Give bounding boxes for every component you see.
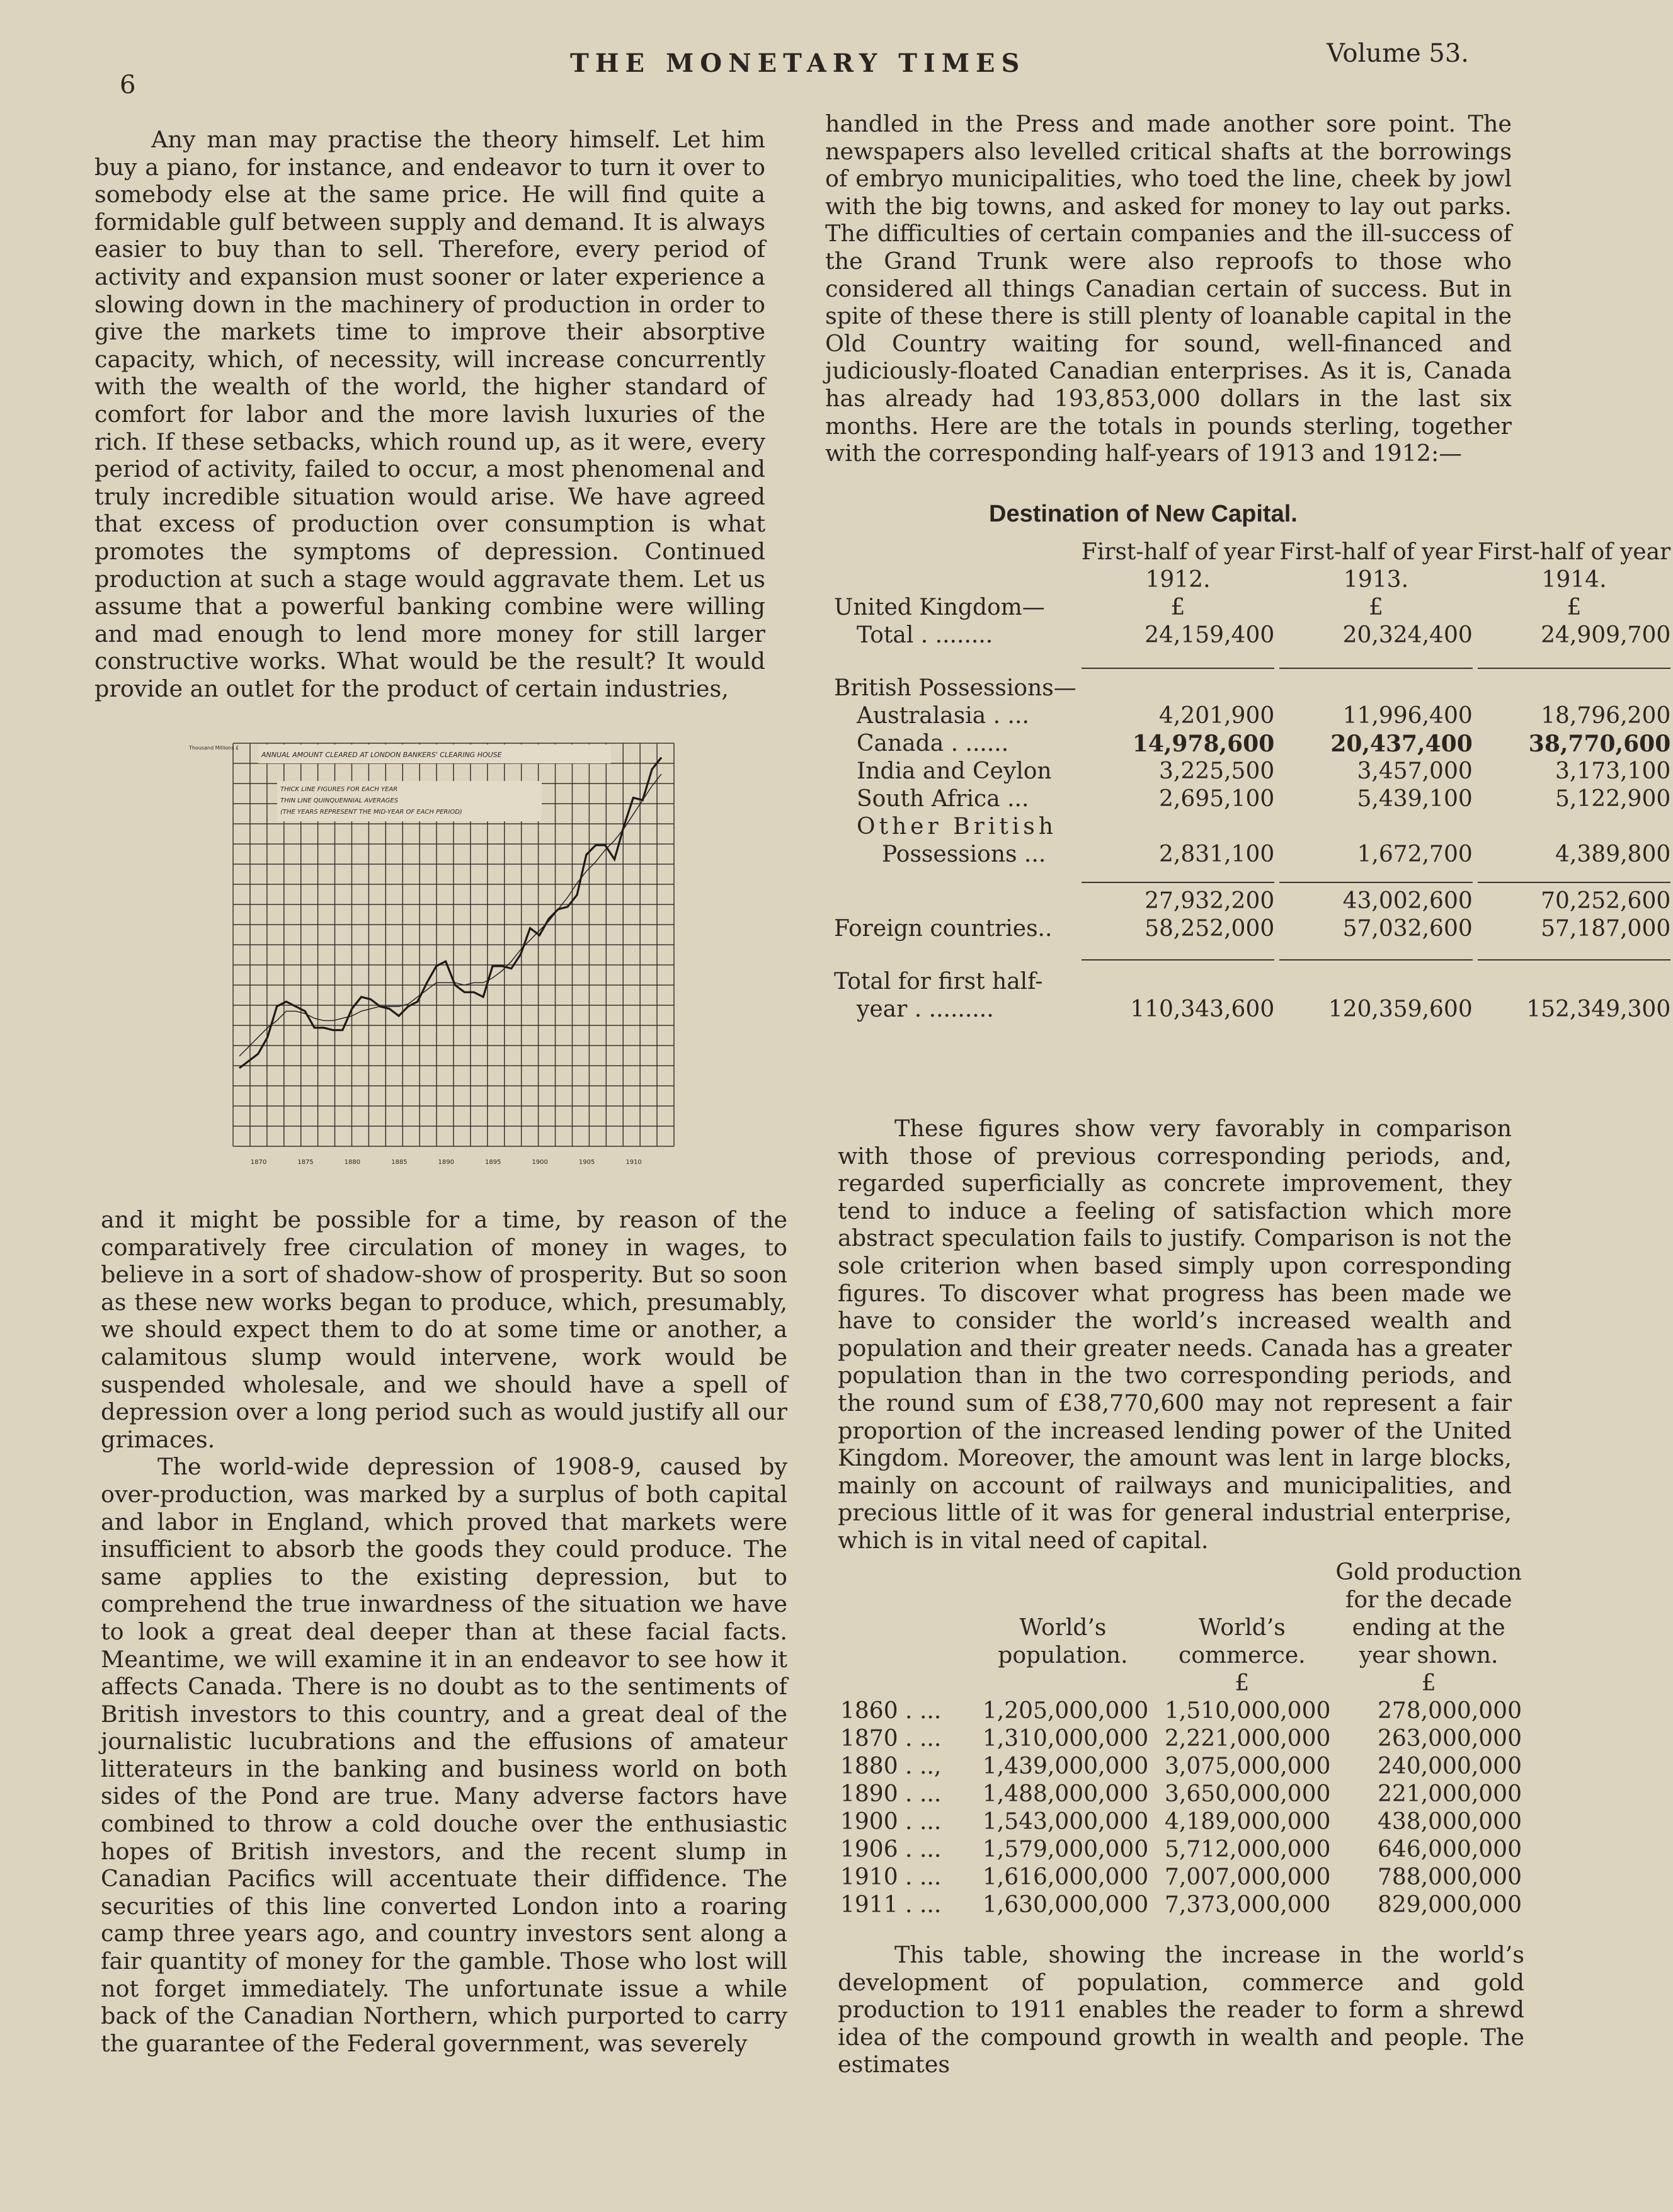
cell: 278,000,000 [1377, 1698, 1522, 1724]
table-row [831, 841, 1673, 869]
cell: 3,173,100 [1555, 758, 1671, 784]
year-head: 1914. [1541, 567, 1607, 593]
x-tick-label: 1880 [344, 1159, 361, 1166]
year-cell: 1870 . ... [840, 1726, 942, 1752]
table-row [838, 1614, 1524, 1642]
cell: 1,310,000,000 [982, 1726, 1149, 1752]
table-row [831, 622, 1673, 649]
cell: 1,672,700 [1357, 841, 1473, 867]
table-row [831, 887, 1673, 915]
row-label: South Africa ... [857, 786, 1029, 812]
cell: 5,712,000,000 [1165, 1837, 1331, 1862]
table-row [831, 539, 1673, 566]
year-cell: 1900 . ... [840, 1809, 942, 1835]
table-row [838, 1864, 1524, 1891]
x-tick-label: 1885 [391, 1159, 408, 1166]
table-row [838, 1725, 1524, 1753]
year-cell: 1911 . ... [840, 1892, 942, 1918]
cell: 1,510,000,000 [1165, 1698, 1331, 1724]
cell: 110,343,600 [1130, 996, 1275, 1022]
col-head: ending at the [1352, 1615, 1505, 1641]
cell: 829,000,000 [1377, 1892, 1522, 1918]
cell: 4,389,800 [1555, 841, 1671, 867]
paragraph: These figures show very favorably in comparison with those of previous corresponding periods, and, regarded superficially as concrete improvement, they tend to induce a feeling of satisfaction which more abstract speculation fails to justify. Comparison is not the sole criterion when based simply upon corresponding figures. To discover what progress has been made we have to consider the world’s increased wealth and population and their greater needs. Canada has a greater population than in the two corresponding periods, and the round sum of £38,770,600 may not represent a fair proportion of the increased lending power of the United Kingdom. Moreover, the amount was lent in large blocks, mainly on account of railways and municipalities, and precious little of it was for general industrial enterprise, which is in vital need of capital. [838, 1115, 1512, 1554]
cell: 2,831,100 [1159, 841, 1275, 867]
col-head: First-half of year [1477, 539, 1671, 565]
y-axis-label: Thousand Millions £ [189, 745, 239, 751]
cell: 24,159,400 [1145, 622, 1275, 648]
clearing-house-chart [189, 731, 693, 1172]
world-table [838, 1559, 1524, 1919]
cell: 27,932,200 [1145, 888, 1275, 914]
cell: 5,439,100 [1357, 786, 1473, 812]
row-label: British Possessions— [834, 675, 1076, 701]
year-cell: 1906 . ... [840, 1837, 942, 1862]
paragraph: This table, showing the increase in the world’s development of population, commerce and gold production to 1911 enables the reader to form a shrewd idea of the compound growth in wealth and people. The estimates [838, 1941, 1524, 2078]
row-label: Total . ........ [857, 622, 993, 648]
legend-entry: THIN LINE QUINQUENNIAL AVERAGES [280, 797, 399, 804]
cell: 4,189,000,000 [1165, 1809, 1331, 1835]
currency-symbol: £ [1567, 595, 1582, 620]
table-row [831, 675, 1673, 702]
cell: 788,000,000 [1377, 1864, 1522, 1890]
cell: 20,324,400 [1342, 622, 1473, 648]
x-tick-label: 1900 [532, 1159, 548, 1166]
left-column-bottom [101, 1206, 787, 2057]
row-label: United Kingdom— [834, 595, 1045, 620]
table-row [831, 758, 1673, 785]
masthead: THE MONETARY TIMES [570, 48, 1026, 78]
year-head: 1913. [1343, 567, 1409, 593]
cell: 70,252,600 [1541, 888, 1671, 914]
cell: 5,122,900 [1555, 786, 1671, 812]
table-row [838, 1781, 1524, 1808]
table-title: Destination of New Capital. [989, 501, 1298, 527]
table-row [831, 594, 1673, 622]
table-row [831, 968, 1673, 996]
legend-entry: THICK LINE FIGURES FOR EACH YEAR [280, 786, 398, 793]
table-row [838, 1808, 1524, 1836]
table-row [838, 1670, 1524, 1697]
cell: 646,000,000 [1377, 1837, 1522, 1862]
cell: 221,000,000 [1377, 1781, 1522, 1807]
capital-table [831, 539, 1673, 1023]
x-tick-label: 1895 [485, 1159, 501, 1166]
cell: 3,225,500 [1159, 758, 1275, 784]
year-cell: 1880 . .., [840, 1753, 942, 1779]
currency-symbol: £ [1235, 1670, 1250, 1696]
cell: 1,543,000,000 [982, 1809, 1149, 1835]
right-column-bottom [838, 1941, 1524, 2078]
right-column-mid [838, 1115, 1512, 1554]
cell: 1,205,000,000 [982, 1698, 1149, 1724]
table-row [831, 730, 1673, 758]
cell: 240,000,000 [1377, 1753, 1522, 1779]
table-row [838, 1753, 1524, 1781]
rule-row [831, 943, 1673, 968]
row-label: Total for first half- [834, 969, 1043, 995]
legend-entry: (THE YEARS REPRESENT THE MID-YEAR OF EACH PERIOD) [280, 809, 462, 816]
col-head: population. [998, 1643, 1128, 1668]
col-head: Gold production [1335, 1559, 1522, 1585]
x-tick-label: 1890 [438, 1159, 455, 1166]
x-tick-label: 1875 [297, 1159, 314, 1166]
table-row [838, 1587, 1524, 1614]
cell: 14,978,600 [1132, 731, 1275, 757]
paragraph: Any man may practise the theory himself. Let him buy a piano, for instance, and endeavor to turn it over to somebody else at the same price. He will find quite a formidable gulf between supply and demand. It is always easier to buy than to sell. Therefore, every period of activity and expansion must sooner or later experience a slowing down in the machinery of production in order to give the markets time to improve their absorptive capacity, which, of necessity, will increase concurrently with the wealth of the world, the higher standard of comfort for labor and the more lavish luxuries of the rich. If these setbacks, which round up, as it were, every period of activity, failed to occur, a most phenomenal and truly incredible situation would arise. We have agreed that excess of production over consumption is what promotes the symptoms of depression. Continued production at such a stage would aggravate them. Let us assume that a powerful banking combine were willing and mad enough to lend more money for still larger constructive works. What would be the result? It would provide an outlet for the product of certain industries, [94, 126, 765, 702]
cell: 1,630,000,000 [982, 1892, 1149, 1918]
cell: 4,201,900 [1159, 703, 1275, 729]
cell: 1,616,000,000 [982, 1864, 1149, 1890]
table-row [838, 1697, 1524, 1725]
currency-symbol: £ [1421, 1670, 1436, 1696]
table-row [831, 996, 1673, 1023]
year-cell: 1860 . ... [840, 1698, 942, 1724]
left-column-top [94, 126, 765, 702]
currency-symbol: £ [1369, 595, 1383, 620]
x-tick-label: 1870 [250, 1159, 267, 1166]
x-tick-label: 1910 [625, 1159, 642, 1166]
rule-row [831, 869, 1673, 887]
table-row [831, 915, 1673, 943]
cell: 57,187,000 [1541, 916, 1671, 942]
x-tick-label: 1905 [578, 1159, 595, 1166]
cell: 263,000,000 [1377, 1726, 1522, 1752]
cell: 20,437,400 [1330, 731, 1473, 757]
col-head: First-half of year [1279, 539, 1473, 565]
right-column-top [825, 110, 1512, 467]
page-number: 6 [120, 71, 136, 100]
row-label: year . ......... [857, 996, 994, 1022]
table-row [831, 702, 1673, 730]
cell: 3,650,000,000 [1165, 1781, 1331, 1807]
cell: 7,373,000,000 [1165, 1892, 1331, 1918]
col-head: commerce. [1179, 1643, 1306, 1668]
year-head: 1912. [1145, 567, 1211, 593]
table-row [831, 813, 1673, 841]
cell: 38,770,600 [1528, 731, 1671, 757]
cell: 24,909,700 [1541, 622, 1671, 648]
row-label: Foreign countries.. [834, 916, 1053, 942]
row-label: Canada . ...... [857, 731, 1009, 756]
chart-svg [189, 731, 693, 1172]
year-cell: 1890 . ... [840, 1781, 942, 1807]
chart-title: ANNUAL AMOUNT CLEARED AT LONDON BANKERS' CLEARING HOUSE [261, 751, 502, 759]
volume-label: Volume 53. [1327, 39, 1469, 68]
cell: 2,221,000,000 [1165, 1726, 1331, 1752]
year-cell: 1910 . ... [840, 1864, 942, 1890]
cell: 58,252,000 [1145, 916, 1275, 942]
cell: 43,002,600 [1342, 888, 1473, 914]
cell: 3,075,000,000 [1165, 1753, 1331, 1779]
cell: 11,996,400 [1342, 703, 1473, 729]
table-row [831, 566, 1673, 594]
cell: 438,000,000 [1377, 1809, 1522, 1835]
cell: 7,007,000,000 [1165, 1864, 1331, 1890]
currency-symbol: £ [1170, 595, 1185, 620]
paragraph: The world-wide depression of 1908-9, caused by over-production, was marked by a surplus of both capital and labor in England, which proved that markets were insufficient to absorb the goods they could produce. The same applies to the existing depression, but to comprehend the true inwardness of the situation we have to look a great deal deeper than at these facial facts. Meantime, we will examine it in an endeavor to see how it affects Canada. There is no doubt as to the sentiments of British investors to this country, and a great deal of the journalistic lucubrations and the effusions of amateur litterateurs in the banking and business world on both sides of the Pond are true. Many adverse factors have combined to throw a cold douche over the enthusiastic hopes of British investors, and the recent slump in Canadian Pacifics will accentuate their diffidence. The securities of this line converted London into a roaring camp three years ago, and country investors sent along a fair quantity of money for the gamble. Those who lost will not forget immediately. The unfortunate issue a while back of the Canadian Northern, which purported to carry the guarantee of the Federal government, was severely [101, 1453, 787, 2057]
row-label: India and Ceylon [857, 758, 1052, 784]
row-label: Australasia . ... [857, 703, 1029, 729]
page-header [0, 39, 1626, 100]
col-head: for the decade [1345, 1587, 1512, 1613]
rule-row [831, 649, 1673, 675]
row-label: Possessions ... [882, 841, 1046, 867]
cell: 120,359,600 [1328, 996, 1473, 1022]
table-row [838, 1642, 1524, 1670]
table-row [831, 785, 1673, 813]
row-label: Other British [857, 814, 1057, 840]
cell: 18,796,200 [1541, 703, 1671, 729]
paragraph: handled in the Press and made another sore point. The newspapers also levelled critical shafts at the borrowings of embryo municipalities, who toed the line, cheek by jowl with the big towns, and asked for money to lay out parks. The difficulties of certain companies and the ill-success of the Grand Trunk were also reproofs to those who considered all things Canadian certain of success. But in spite of these there is still plenty of loanable capital in the Old Country waiting for sound, well-financed and judiciously-floated Canadian enterprises. As it is, Canada has already had 193,853,000 dollars in the last six months. Here are the totals in pounds sterling, together with the corresponding half-years of 1913 and 1912:— [825, 110, 1512, 467]
cell: 1,488,000,000 [982, 1781, 1149, 1807]
cell: 1,579,000,000 [982, 1837, 1149, 1862]
paragraph: and it might be possible for a time, by reason of the comparatively free circulation of money in wages, to believe in a sort of shadow-show of prosperity. But so soon as these new works began to produce, which, presumably, we should expect them to do at some time or another, a calamitous slump would intervene, work would be suspended wholesale, and we should have a spell of depression over a long period such as would justify all our grimaces. [101, 1206, 787, 1453]
table-row [838, 1836, 1524, 1864]
table-row [838, 1891, 1524, 1919]
cell: 2,695,100 [1159, 786, 1275, 812]
cell: 1,439,000,000 [982, 1753, 1149, 1779]
cell: 3,457,000 [1357, 758, 1473, 784]
col-head: First-half of year [1081, 539, 1275, 565]
col-head: year shown. [1359, 1643, 1499, 1668]
cell: 57,032,600 [1342, 916, 1473, 942]
table-row [838, 1559, 1524, 1587]
col-head: World’s [1019, 1615, 1107, 1641]
col-head: World’s [1198, 1615, 1286, 1641]
cell: 152,349,300 [1526, 996, 1671, 1022]
